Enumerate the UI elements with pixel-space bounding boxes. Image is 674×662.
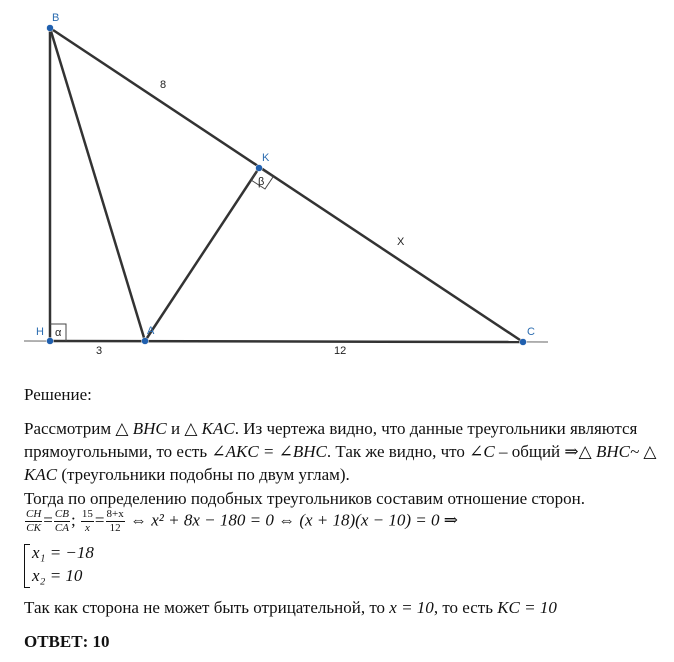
root-2: x₂ = 10 — [32, 566, 83, 585]
fraction-8x-12: $\frac{8+x}{12}$ — [106, 508, 124, 534]
label-h: H — [36, 326, 44, 338]
length-bk-label: 8 — [160, 79, 167, 91]
vertex-h — [47, 338, 54, 345]
p1-text-e: (треугольники подобны по двум углам). — [57, 465, 350, 484]
segment-bc — [50, 28, 523, 342]
vertex-a — [142, 338, 149, 345]
conclusion-x: x = 10 — [389, 598, 434, 617]
triangle-bhc: △ BHC — [115, 419, 167, 438]
label-b: B — [52, 12, 60, 24]
angle-alpha-label: α — [55, 327, 62, 339]
angle-equality: ∠AKC = ∠BHC — [211, 442, 327, 461]
eq-sign-2: = — [94, 510, 105, 530]
solution-paragraph-2: Тогда по определению подобных треугольников составим отношение сторон. — [24, 489, 586, 508]
length-ac-label: 12 — [334, 345, 347, 357]
equation-line — [24, 508, 664, 535]
angle-c: ∠C — [469, 442, 495, 461]
similarity-statement: △ BHC~ △ KAC — [24, 442, 657, 484]
system-bracket — [24, 544, 30, 588]
solution-heading: Решение: — [24, 385, 92, 404]
p1-text-d: – общий ⇒ — [494, 442, 579, 461]
conclusion-text-a: Так как сторона не может быть отрицательной, то — [24, 598, 390, 617]
conclusion — [24, 596, 664, 619]
label-k: K — [262, 152, 270, 164]
fraction-cb-ca: $\frac{CB}{CA}$ — [54, 508, 69, 534]
fraction-15-x: $\frac{15}{x}$ — [81, 508, 93, 534]
vertex-c — [520, 339, 527, 346]
eq-separator: ; — [70, 510, 80, 530]
segment-ba — [50, 28, 145, 341]
vertex-k — [256, 165, 263, 172]
label-a: A — [147, 325, 155, 337]
length-kc-label: X — [397, 236, 405, 248]
roots-system — [24, 541, 94, 587]
label-c: C — [527, 326, 535, 338]
vertex-b — [47, 25, 54, 32]
length-ha-label: 3 — [96, 345, 103, 357]
segment-hc — [50, 341, 523, 342]
p1-text-a: Рассмотрим — [24, 419, 116, 438]
p1-text-c: . Так же видно, что — [326, 442, 470, 461]
segment-ak — [145, 168, 259, 341]
solution-paragraph-1 — [24, 417, 664, 486]
angle-beta-label: β — [258, 176, 265, 188]
fraction-ch-ck: $\frac{CH}{CK}$ — [26, 508, 42, 534]
conclusion-text-b: , то есть — [433, 598, 498, 617]
root-1: x₁ = −18 — [32, 543, 94, 562]
answer: ОТВЕТ: 10 — [24, 632, 110, 651]
conclusion-kc: KC = 10 — [497, 598, 557, 617]
triangle-kac: △ KAC — [184, 419, 235, 438]
quadratic-equation: ⇔ x² + 8x − 180 = 0 ⇔ (x + 18)(x − 10) = 0 ⇒ — [125, 510, 458, 530]
p1-and: и — [166, 419, 185, 438]
eq-sign: = — [43, 510, 53, 530]
p1-text-b: . Из чертежа видно, что данные треугольники являются прямоугольными, то есть — [24, 419, 638, 461]
